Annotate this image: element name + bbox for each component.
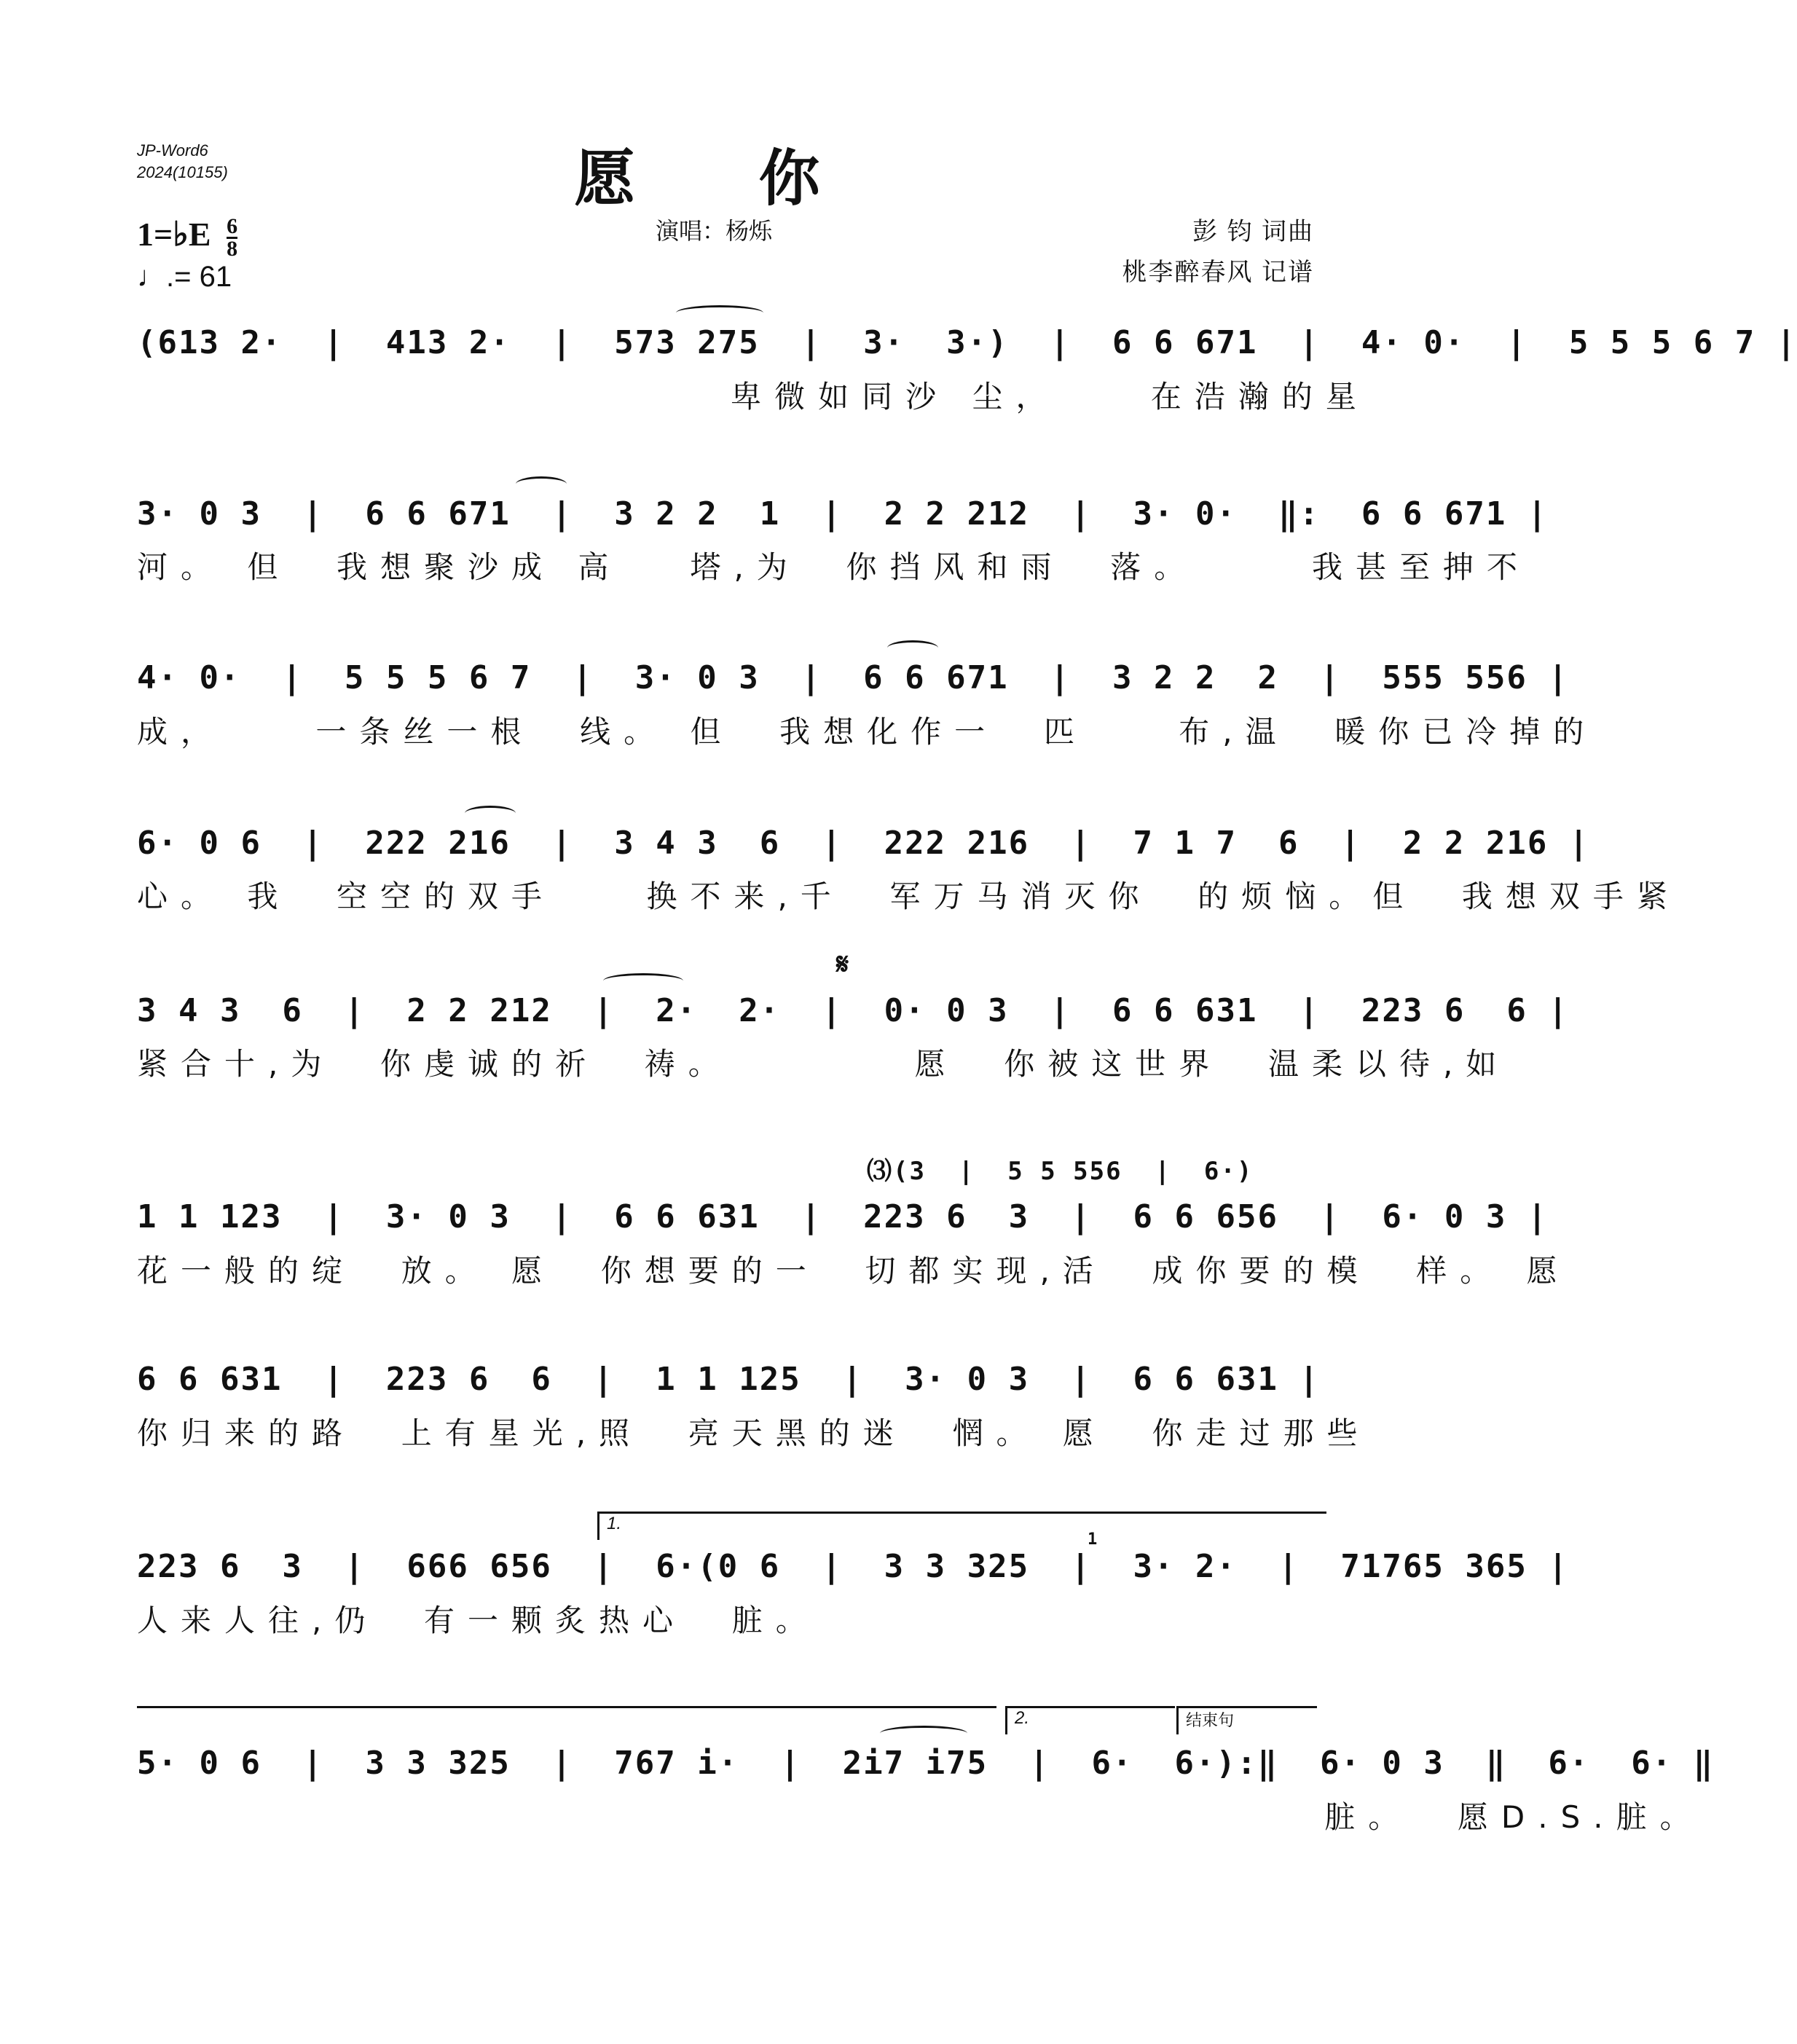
lyrics-line-3: 成， 一条丝一根 线。 但 我想化作一 匹 布,温 暖你已冷掉的 [137,714,1597,750]
interlude-notes: ⑶(3 | 5 5 556 | 6·) [867,1157,1254,1186]
software-name: JP-Word6 [137,141,208,160]
transcriber-credit: 桃李醉春风 记谱 [1122,259,1314,286]
notes-line: 6 6 631 | 223 6 6 | 1 1 125 | 3· 0 3 | 6 6 631 | [137,1361,1320,1398]
lyrics-line-8: 人来人往,仍 有一颗炙热心 脏。 [137,1603,819,1638]
lyrics-line-7: 你归来的路 上有星光,照 亮天黑的迷 惘。 愿 你走过那些 [137,1415,1371,1451]
slur [516,476,567,492]
time-signature [227,213,238,261]
volta-1-label: 1. [607,1514,622,1533]
slur [465,806,516,821]
score-code: 2024(10155) [137,163,228,181]
key-label: 1=♭E [137,216,211,253]
volta-bracket-1 [597,1512,1326,1540]
composer-credit: 彭 钧 词曲 [1192,218,1314,245]
lyrics-line-9: 脏。 愿D.S.脏。 [137,1799,1704,1835]
singer-credit: 演唱：杨烁 [656,218,773,244]
slur [887,640,938,656]
time-sig-bottom: 8 [227,236,238,261]
volta-2-label: 2. [1015,1708,1030,1728]
slur [880,1726,967,1741]
page-title: 愿 你 [574,143,871,214]
ending-label: 结束句 [1186,1711,1235,1729]
tempo-marking: ♩.= 61 [137,261,232,293]
lyrics-line-1: 卑微如同沙 尘， 在浩瀚的星 [137,379,1369,414]
notes-line: 5· 0 6 | 3 3 325 | 767 i· | 2i7 i75 | 6· 6·):‖ 6· 0 3 ‖ 6· 6· ‖ [137,1745,1715,1782]
notes-line: 1 1 123 | 3· 0 3 | 6 6 631 | 223 6 3 | 6 6 656 | 6· 0 3 | [137,1198,1549,1235]
key-signature [137,214,237,259]
notes-line: 3 4 3 6 | 2 2 212 | 2· 2· | 0· 0 3 | 6 6 631 | 223 6 6 | [137,992,1569,1029]
credits [1122,211,1314,293]
ending-bracket [1176,1706,1317,1734]
notes-line: 223 6 3 | 666 656 | 6·(0 6 | 3 3 325 | 3· 2· | 71765 365 | [137,1548,1569,1585]
slur [676,305,763,321]
volta-bracket-2 [1005,1706,1175,1734]
slur [603,973,683,988]
notes-line: 6· 0 6 | 222 216 | 3 4 3 6 | 222 216 | 7 1 7 6 | 2 2 216 | [137,825,1590,862]
grace-note: 1 [1088,1530,1099,1549]
segno-sign: 𝄋 [836,948,849,980]
lyrics-line-5: 紧合十,为 你虔诚的祈 祷。 愿 你被这世界 温柔以待,如 [137,1046,1510,1082]
notes-line: 3· 0 3 | 6 6 671 | 3 2 2 1 | 2 2 212 | 3· 0· ‖: 6 6 671 | [137,495,1549,532]
lyrics-line-6: 花一般的绽 放。 愿 你想要的一 切都实现,活 成你要的模 样。 愿 [137,1253,1570,1289]
notes-line: 4· 0· | 5 5 5 6 7 | 3· 0 3 | 6 6 671 | 3 2 2 2 | 555 556 | [137,659,1569,696]
lyrics-line-4: 心。 我 空空的双手 换不来,千 军万马消灭你 的烦恼。但 我想双手紧 [137,878,1680,914]
time-sig-top: 6 [227,213,238,238]
continuation-line [137,1706,996,1708]
lyrics-line-2: 河。 但 我想聚沙成 高 塔,为 你挡风和雨 落。 我甚至抻不 [137,549,1530,585]
notes-line: (613 2· | 413 2· | 573 275 | 3· 3·) | 6 6 671 | 4· 0· | 5 5 5 6 7 | [137,324,1797,361]
